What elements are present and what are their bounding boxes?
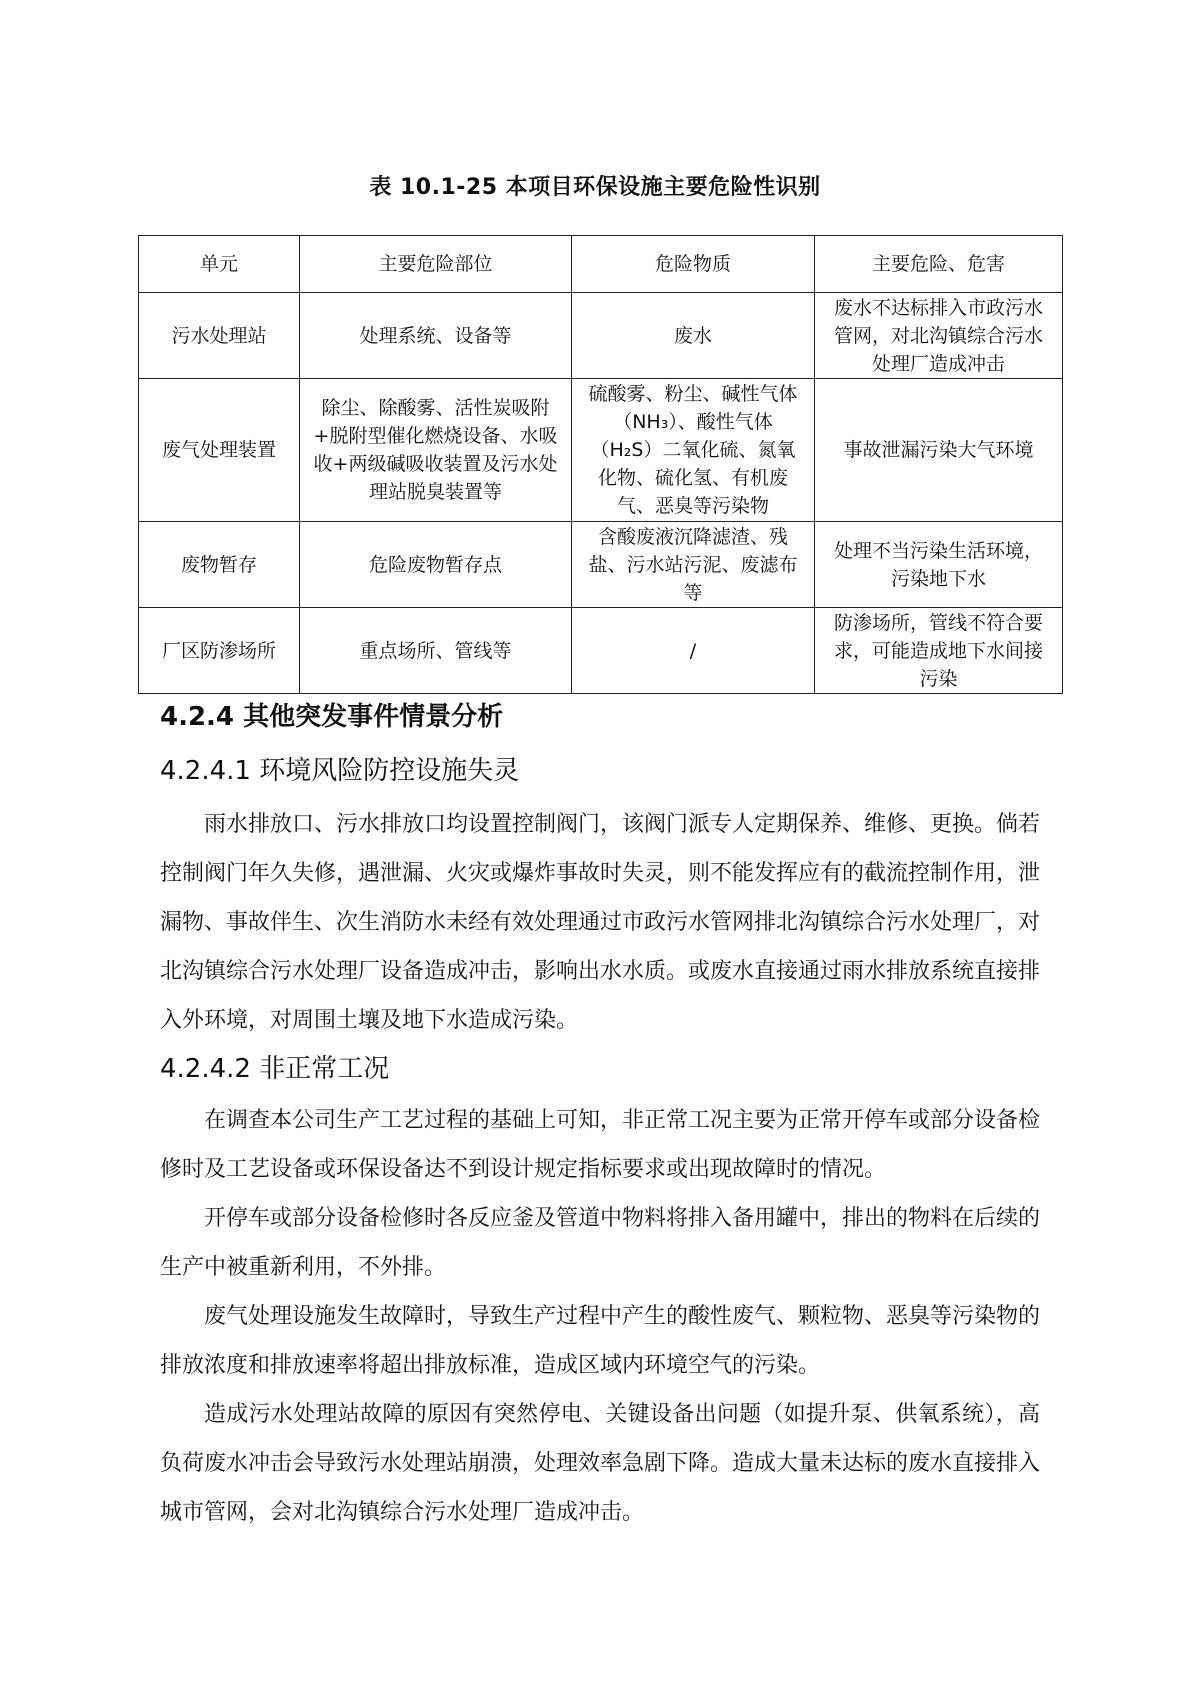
paragraph: 废气处理设施发生故障时，导致生产过程中产生的酸性废气、颗粒物、恶臭等污染物的排放浓度和排放速率将超出排放标准，造成区域内环境空气的污染。 — [160, 1304, 1041, 1378]
table-row — [139, 293, 1063, 379]
paragraph: 雨水排放口、污水排放口均设置控制阀门，该阀门派专人定期保养、维修、更换。倘若控制阀门年久失修，遇泄漏、火灾或爆炸事故时失灵，则不能发挥应有的截流控制作用，泄漏物、事故伴生、次生消防水未经有效处理通过市政污水管网排北沟镇综合污水处理厂，对北沟镇综合污水处理厂设备造成冲击，影响出水水质。或废水直接通过雨水排放系统直接排入外环境，对周围土壤及地下水造成污染。 — [160, 812, 1041, 1033]
table-cell: 废水不达标排入市政污水管网，对北沟镇综合污水处理厂造成冲击 — [815, 293, 1063, 379]
table-cell: 厂区防渗场所 — [139, 608, 300, 694]
table-cell: 除尘、除酸雾、活性炭吸附+脱附型催化燃烧设备、水吸收+两级碱吸收装置及污水处理站脱臭装置等 — [300, 379, 572, 522]
table-cell: 防渗场所，管线不符合要求，可能造成地下水间接污染 — [815, 608, 1063, 694]
table-cell: 事故泄漏污染大气环境 — [815, 379, 1063, 522]
table-cell: 废水 — [572, 293, 815, 379]
paragraph: 在调查本公司生产工艺过程的基础上可知，非正常工况主要为正常开停车或部分设备检修时及工艺设备或环保设备达不到设计规定指标要求或出现故障时的情况。 — [160, 1108, 1041, 1182]
paragraph: 造成污水处理站故障的原因有突然停电、关键设备出问题（如提升泵、供氧系统），高负荷废水冲击会导致污水处理站崩溃，处理效率急剧下降。造成大量未达标的废水直接排入城市管网，会对北沟镇综合污水处理厂造成冲击。 — [160, 1402, 1041, 1525]
table-cell: 废气处理装置 — [139, 379, 300, 522]
subsection-heading: 4.2.4.1 环境风险防控设施失灵 — [160, 756, 520, 786]
header-cell: 主要危险、危害 — [815, 236, 1063, 293]
subsection-heading: 4.2.4.2 非正常工况 — [160, 1054, 390, 1084]
table-cell: 污水处理站 — [139, 293, 300, 379]
paragraph: 开停车或部分设备检修时各反应釜及管道中物料将排入备用罐中，排出的物料在后续的生产中被重新利用，不外排。 — [160, 1206, 1041, 1280]
table-cell: / — [572, 608, 815, 694]
header-cell: 危险物质 — [572, 236, 815, 293]
table-cell: 处理系统、设备等 — [300, 293, 572, 379]
table-cell: 危险废物暂存点 — [300, 522, 572, 608]
table-row — [139, 608, 1063, 694]
header-cell: 主要危险部位 — [300, 236, 572, 293]
table-row — [139, 379, 1063, 522]
table-caption: 表 10.1-25 本项目环保设施主要危险性识别 — [369, 175, 821, 200]
header-cell: 单元 — [139, 236, 300, 293]
table-header-row — [139, 236, 1063, 293]
table-cell: 废物暂存 — [139, 522, 300, 608]
table-cell: 硫酸雾、粉尘、碱性气体（NH₃）、酸性气体（H₂S）二氧化硫、氮氧化物、硫化氢、有机废气、恶臭等污染物 — [572, 379, 815, 522]
section-heading: 4.2.4 其他突发事件情景分析 — [160, 702, 504, 732]
table-row — [139, 522, 1063, 608]
risk-identification-table — [138, 235, 1063, 694]
table-cell: 处理不当污染生活环境，污染地下水 — [815, 522, 1063, 608]
table-cell: 含酸废液沉降滤渣、残盐、污水站污泥、废滤布等 — [572, 522, 815, 608]
table-cell: 重点场所、管线等 — [300, 608, 572, 694]
